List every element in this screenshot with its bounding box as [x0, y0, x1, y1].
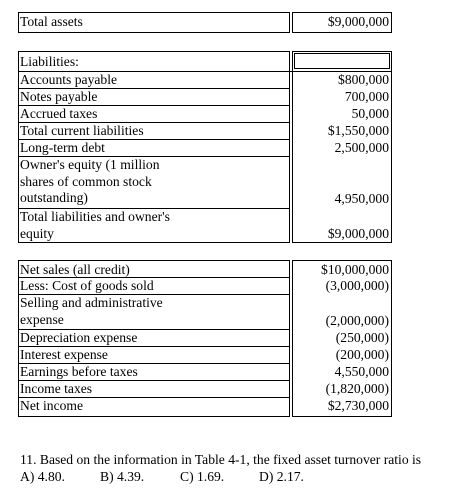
answer-choice: A) 4.80.: [20, 469, 65, 484]
income-row-value: $2,730,000: [327, 398, 389, 413]
liability-row-label: Total current liabilities: [20, 123, 144, 138]
income-row-value: $10,000,000: [321, 262, 389, 277]
income-row-label: Net income: [20, 398, 84, 413]
liability-row-value: $9,000,000: [327, 226, 389, 241]
answer-choice: D) 2.17.: [259, 469, 304, 484]
liability-row-label: Total liabilities and owner's equity: [20, 209, 170, 241]
income-row-label: Earnings before taxes: [20, 364, 138, 379]
income-row-value: (1,820,000): [325, 381, 389, 396]
income-row-value: (200,000): [335, 347, 389, 362]
income-row-label: Less: Cost of goods sold: [20, 278, 154, 293]
liability-row-label: Accounts payable: [20, 72, 118, 87]
answer-choice: C) 1.69.: [180, 469, 225, 484]
income-row-value: (250,000): [335, 330, 389, 345]
liability-row-value: $1,550,000: [327, 123, 389, 138]
liability-row-value: 4,950,000: [334, 191, 389, 206]
income-row-label: Net sales (all credit): [20, 262, 130, 277]
income-row-value: (3,000,000): [325, 278, 389, 293]
income-row-value: (2,000,000): [325, 313, 389, 328]
income-row-label: Interest expense: [20, 347, 108, 362]
liability-row-value: 700,000: [344, 89, 389, 104]
liability-row-label: Accrued taxes: [20, 106, 98, 121]
income-row-value: 4,550,000: [334, 364, 389, 379]
income-row-label: Selling and administrative expense: [20, 295, 163, 327]
liability-row-label: Owner's equity (1 million shares of common stock outstanding): [20, 157, 160, 205]
liabilities-empty-value-cell: [294, 53, 390, 69]
liability-row-value: $800,000: [338, 72, 389, 87]
question-text: 11. Based on the information in Table 4-1, the fixed asset turnover ratio is: [20, 452, 422, 467]
total-assets-value: $9,000,000: [327, 14, 389, 29]
liability-row-value: 50,000: [351, 106, 389, 121]
liabilities-header: Liabilities:: [20, 54, 79, 69]
liability-row-value: 2,500,000: [334, 140, 389, 155]
liability-row-label: Long-term debt: [20, 140, 105, 155]
income-row-label: Income taxes: [20, 381, 93, 396]
answer-choice: B) 4.39.: [100, 469, 145, 484]
total-assets-label: Total assets: [20, 14, 83, 29]
liability-row-label: Notes payable: [20, 89, 98, 104]
income-row-label: Depreciation expense: [20, 330, 138, 345]
